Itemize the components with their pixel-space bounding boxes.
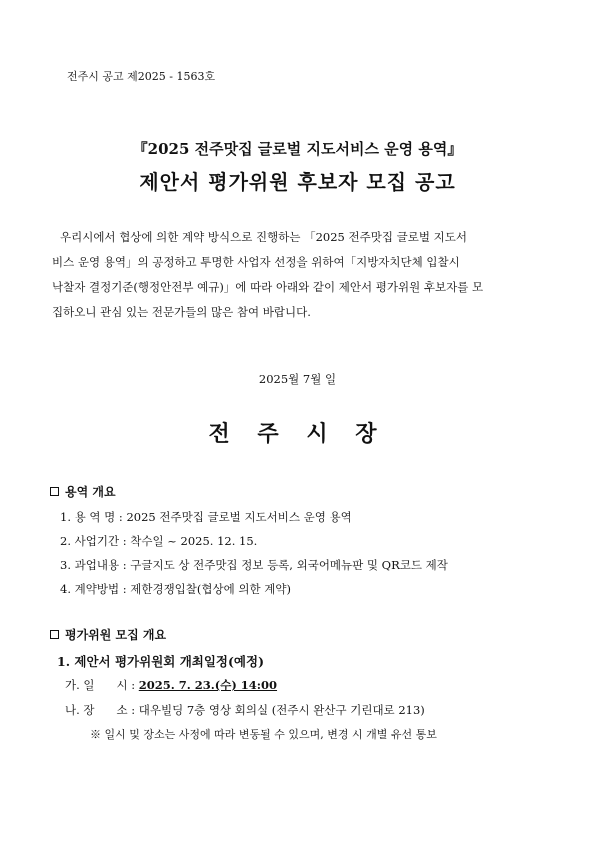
intro-paragraph-line: 집하오니 관심 있는 전문가들의 많은 참여 바랍니다. [52, 305, 311, 319]
document-title-line1: 『2025 전주맛집 글로벌 지도서비스 운영 용역』 [132, 140, 463, 158]
schedule-place: 나. 장 소 : 대우빌딩 7층 영상 회의실 (전주시 완산구 기린대로 213) [65, 703, 425, 717]
document-title-line2: 제안서 평가위원 후보자 모집 공고 [139, 170, 456, 194]
intro-paragraph-line: 낙찰자 결정기준(행정안전부 예규)」에 따라 아래와 같이 제안서 평가위원 후보자를 모 [52, 280, 484, 294]
schedule-datetime-label: 가. 일 시 : [65, 678, 139, 692]
section-heading-label: 용역 개요 [65, 485, 116, 499]
announcement-date: 2025월 7월 일 [258, 372, 337, 386]
service-item: 2. 사업기간 : 착수일 ~ 2025. 12. 15. [60, 534, 258, 548]
schedule-datetime [65, 677, 277, 693]
notice-number: 전주시 공고 제2025 - 1563호 [67, 70, 216, 83]
issuer-name: 전 주 시 장 [208, 421, 387, 447]
square-bullet-icon [50, 487, 59, 496]
service-item: 1. 용 역 명 : 2025 전주맛집 글로벌 지도서비스 운영 용역 [60, 510, 352, 524]
section-heading-label: 평가위원 모집 개요 [65, 628, 167, 642]
intro-paragraph-line: 우리시에서 협상에 의한 계약 방식으로 진행하는 「2025 전주맛집 글로벌 지도서 [60, 230, 467, 244]
schedule-note: ※ 일시 및 장소는 사정에 따라 변동될 수 있으며, 변경 시 개별 유선 통보 [90, 728, 437, 741]
section-heading-recruitment-overview [50, 626, 166, 643]
schedule-datetime-value: 2025. 7. 23.(수) 14:00 [138, 678, 278, 692]
intro-paragraph-line: 비스 운영 용역」의 공정하고 투명한 사업자 선정을 위하여「지방자치단체 입찰시 [52, 255, 460, 269]
service-item: 3. 과업내용 : 구글지도 상 전주맛집 정보 등록, 외국어메뉴판 및 QR코드 제작 [60, 558, 448, 572]
schedule-subheading: 1. 제안서 평가위원회 개최일정(예정) [57, 654, 264, 669]
service-item: 4. 계약방법 : 제한경쟁입찰(협상에 의한 계약) [60, 582, 291, 596]
section-heading-service-overview [50, 483, 116, 500]
square-bullet-icon [50, 630, 59, 639]
